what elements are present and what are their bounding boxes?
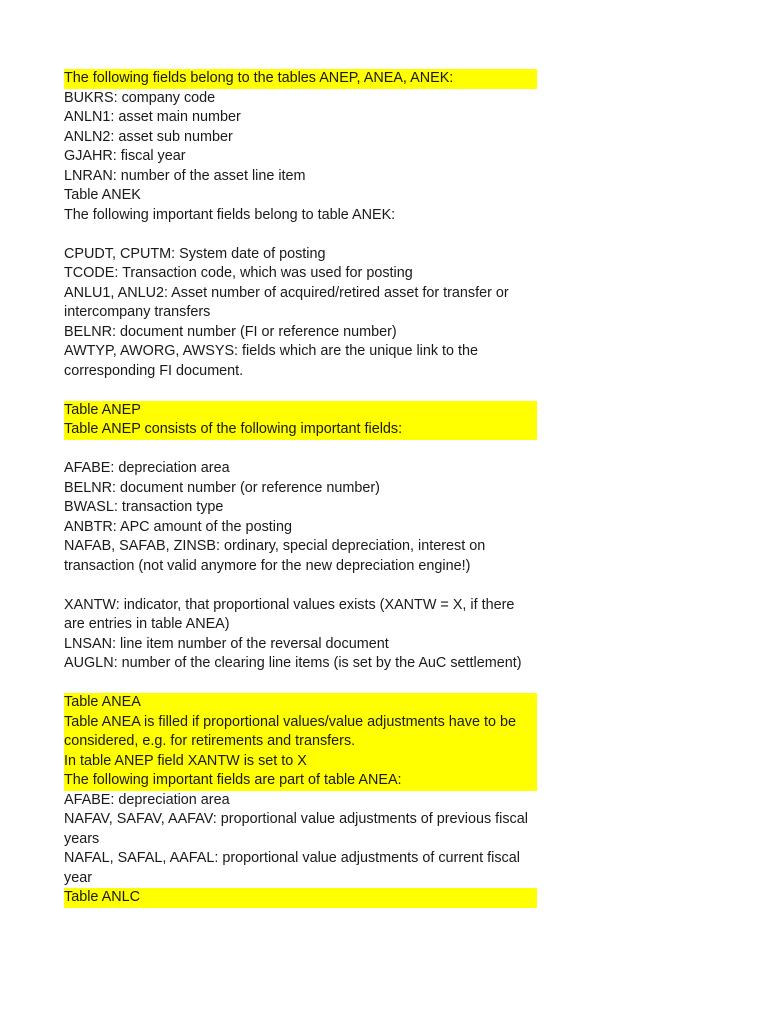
spacer bbox=[64, 674, 537, 694]
anep-field: NAFAB, SAFAB, ZINSB: ordinary, special depreciation, interest on transaction (not valid anymore for the new depreciation engine!) bbox=[64, 538, 486, 574]
spacer bbox=[64, 576, 537, 596]
spacer bbox=[64, 381, 537, 401]
anep-field: BELNR: document number (or reference number) bbox=[64, 479, 380, 496]
spacer bbox=[64, 440, 537, 460]
anek-title: Table ANEK bbox=[64, 187, 141, 203]
anea-field: AFABE: depreciation area bbox=[64, 791, 230, 808]
anek-field: ANLU1, ANLU2: Asset number of acquired/retired asset for transfer or intercompany transfers bbox=[64, 284, 509, 320]
anep-field: BWASL: transaction type bbox=[64, 499, 224, 515]
anep-field: AFABE: depreciation area bbox=[64, 460, 230, 476]
intro-field: GJAHR: fiscal year bbox=[64, 148, 186, 164]
spacer bbox=[64, 225, 537, 245]
anep-subtitle: Table ANEP consists of the following important fields: bbox=[64, 420, 537, 440]
anek-field: BELNR: document number (FI or reference number) bbox=[64, 323, 397, 340]
intro-heading: The following fields belong to the tables ANEP, ANEA, ANEK: bbox=[64, 69, 537, 89]
document-body bbox=[64, 69, 537, 908]
anek-field: CPUDT, CPUTM: System date of posting bbox=[64, 245, 326, 262]
anea-field: NAFAV, SAFAV, AAFAV: proportional value adjustments of previous fiscal years bbox=[64, 811, 528, 847]
anea-field: NAFAL, SAFAL, AAFAL: proportional value adjustments of current fiscal year bbox=[64, 850, 520, 886]
intro-field: ANLN2: asset sub number bbox=[64, 128, 233, 145]
anek-field: AWTYP, AWORG, AWSYS: fields which are the unique link to the corresponding FI document. bbox=[64, 343, 479, 379]
anea-title: Table ANEA bbox=[64, 693, 537, 713]
intro-field: LNRAN: number of the asset line item bbox=[64, 167, 306, 184]
anep-title: Table ANEP bbox=[64, 401, 537, 421]
anea-description: Table ANEA is filled if proportional values/value adjustments have to be considered, e.g. for retirements and transfers. bbox=[64, 713, 537, 752]
anek-subtitle: The following important fields belong to table ANEK: bbox=[64, 206, 396, 223]
anlc-title: Table ANLC bbox=[64, 888, 537, 908]
anek-field: TCODE: Transaction code, which was used for posting bbox=[64, 265, 413, 281]
anep-field: XANTW: indicator, that proportional values exists (XANTW = X, if there are entries in table ANEA) bbox=[64, 596, 515, 632]
anea-note: In table ANEP field XANTW is set to X bbox=[64, 752, 537, 772]
intro-field: ANLN1: asset main number bbox=[64, 109, 241, 125]
anep-field: ANBTR: APC amount of the posting bbox=[64, 518, 292, 535]
intro-field: BUKRS: company code bbox=[64, 89, 216, 106]
anep-field: LNSAN: line item number of the reversal document bbox=[64, 635, 389, 652]
anep-field: AUGLN: number of the clearing line items (is set by the AuC settlement) bbox=[64, 655, 522, 671]
anea-subtitle: The following important fields are part of table ANEA: bbox=[64, 771, 537, 791]
